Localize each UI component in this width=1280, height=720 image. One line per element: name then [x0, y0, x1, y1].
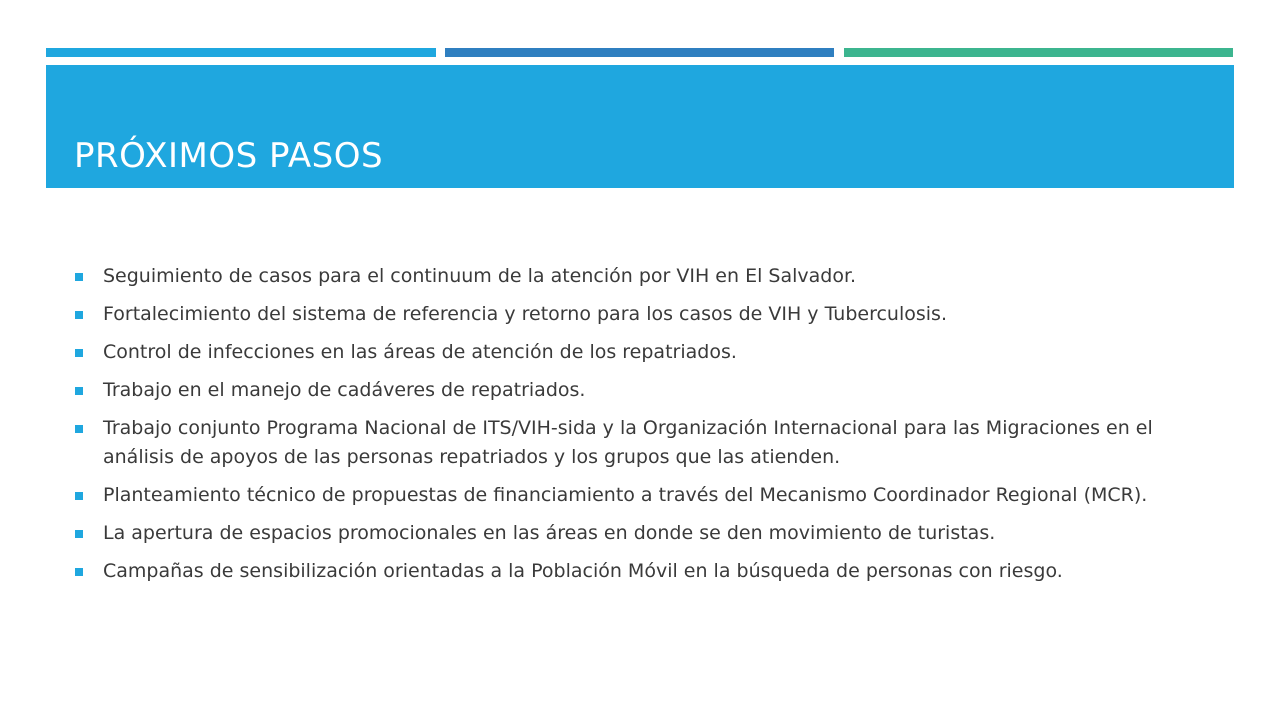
bullet-text: Fortalecimiento del sistema de referencia y retorno para los casos de VIH y Tuberculosis. [103, 303, 947, 325]
square-bullet-icon [75, 492, 83, 500]
square-bullet-icon [75, 349, 83, 357]
accent-bar-1 [46, 48, 436, 57]
list-item [75, 557, 1225, 586]
accent-bar-3 [844, 48, 1233, 57]
bullet-text: Trabajo conjunto Programa Nacional de ITS/VIH-sida y la Organización Internacional para las Migraciones en el análisis de apoyos de las personas repatriados y los grupos que las atienden. [103, 417, 1153, 468]
list-item [75, 300, 1225, 329]
list-item [75, 519, 1225, 548]
square-bullet-icon [75, 387, 83, 395]
bullet-text: Trabajo en el manejo de cadáveres de repatriados. [103, 379, 586, 401]
square-bullet-icon [75, 273, 83, 281]
square-bullet-icon [75, 568, 83, 576]
list-item [75, 338, 1225, 367]
title-band [46, 65, 1234, 188]
bullet-text: Control de infecciones en las áreas de atención de los repatriados. [103, 341, 737, 363]
square-bullet-icon [75, 530, 83, 538]
bullet-text: Seguimiento de casos para el continuum de la atención por VIH en El Salvador. [103, 265, 857, 287]
square-bullet-icon [75, 425, 83, 433]
list-item [75, 262, 1225, 291]
list-item [75, 414, 1225, 472]
slide-title: PRÓXIMOS PASOS [74, 136, 384, 176]
list-item [75, 376, 1225, 405]
list-item [75, 481, 1225, 510]
square-bullet-icon [75, 311, 83, 319]
accent-bar-2 [445, 48, 834, 57]
bullet-text: La apertura de espacios promocionales en las áreas en donde se den movimiento de turistas. [103, 522, 996, 544]
bullet-text: Planteamiento técnico de propuestas de financiamiento a través del Mecanismo Coordinador Regional (MCR). [103, 484, 1148, 506]
bullet-list [75, 262, 1225, 595]
bullet-text: Campañas de sensibilización orientadas a la Población Móvil en la búsqueda de personas con riesgo. [103, 560, 1063, 582]
